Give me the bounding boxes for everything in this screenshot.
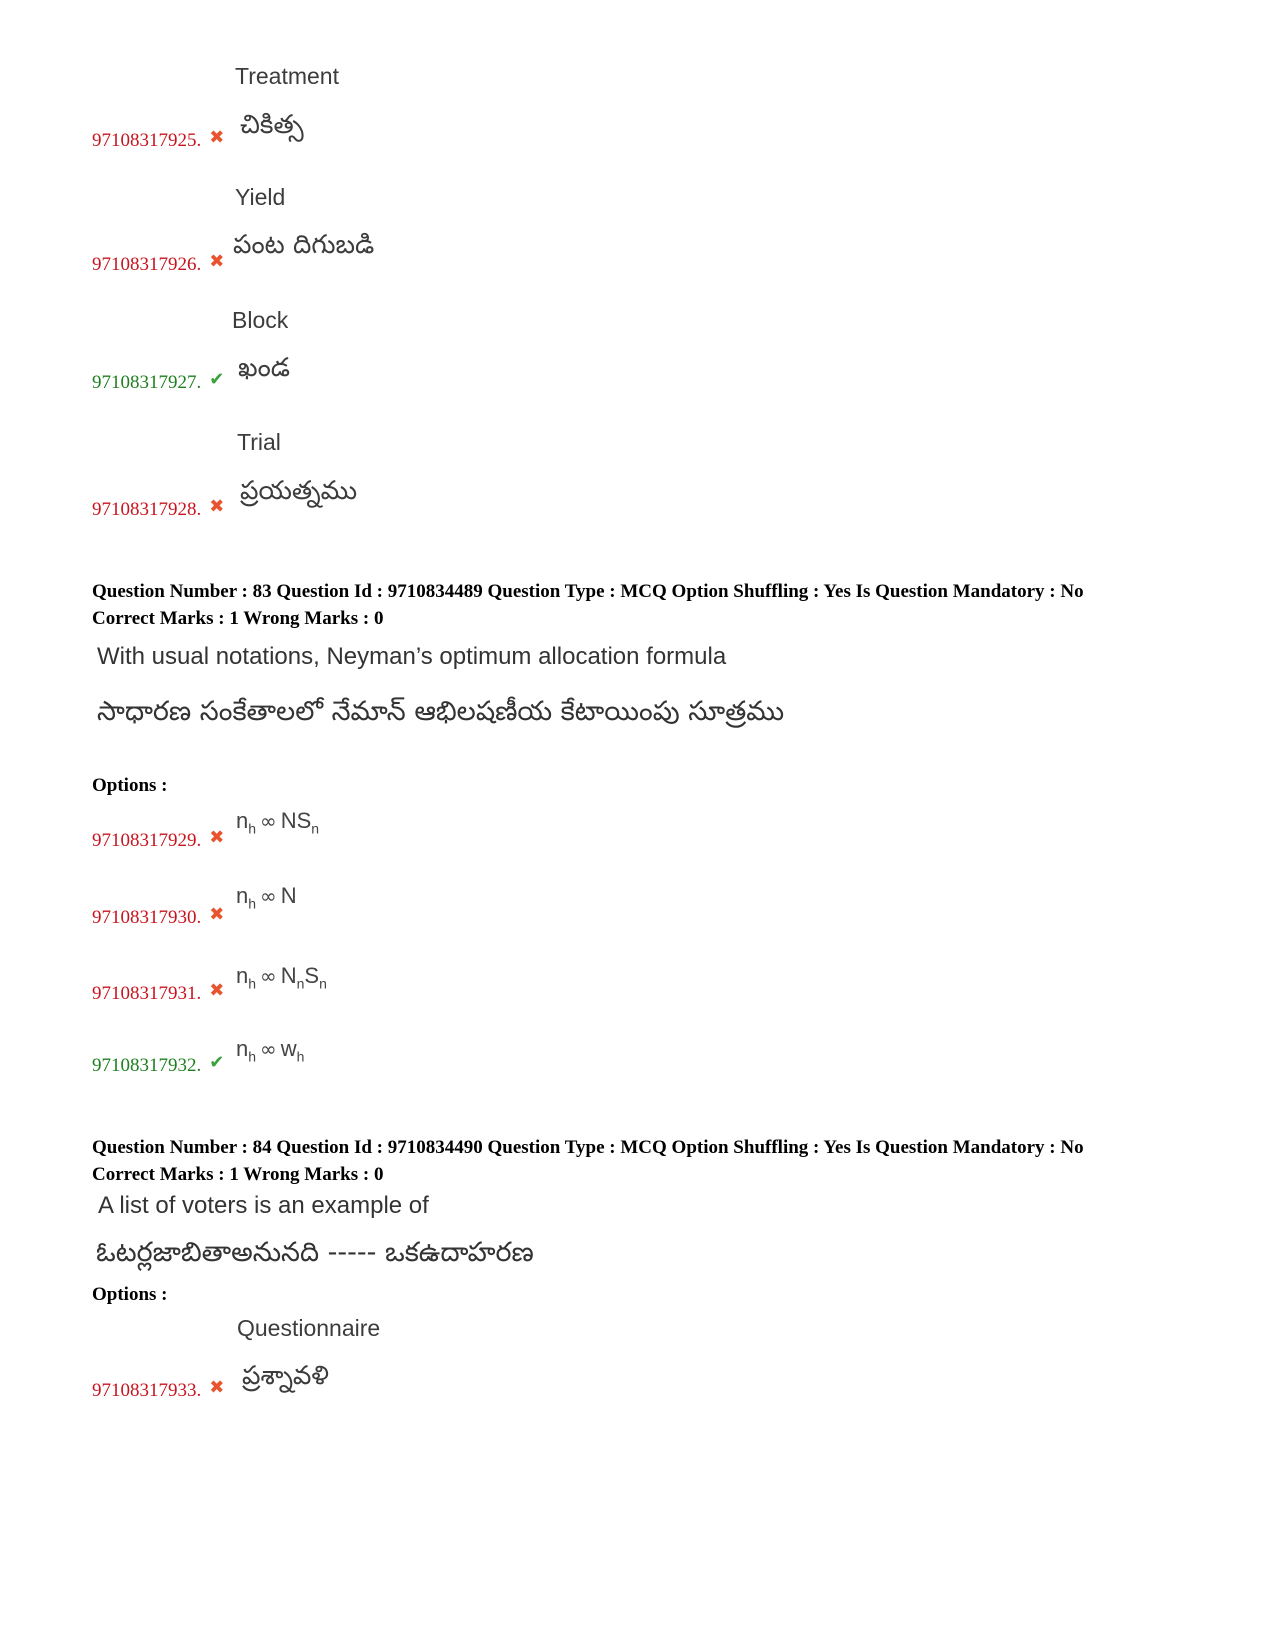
question-meta-line1: Question Number : 83 Question Id : 9710834489 Question Type : MCQ Option Shuffling : Yes Is Question Mandatory : No <box>92 581 1084 602</box>
formula-sub: h <box>248 1048 257 1065</box>
option-formula <box>236 883 297 911</box>
option-id <box>92 827 225 852</box>
infinity-symbol: ∞ <box>260 1037 277 1061</box>
formula-base: n <box>236 963 249 988</box>
option-text-te: ప్రయత్నము <box>240 476 358 506</box>
option-id <box>92 1377 225 1402</box>
option-formula <box>236 963 327 991</box>
check-icon: ✔ <box>209 369 225 390</box>
option-id-text: 97108317931. <box>92 983 202 1004</box>
option-text-en: Block <box>232 307 289 333</box>
option-id <box>92 251 225 276</box>
formula-rhs2-sub: n <box>319 975 327 992</box>
option-id <box>92 980 225 1005</box>
cross-icon: ✖ <box>209 1377 225 1398</box>
option-id-text: 97108317928. <box>92 499 202 520</box>
question-meta-line2: Correct Marks : 1 Wrong Marks : 0 <box>92 1164 384 1185</box>
question-text-te: ఓటర్లజాబితాఅనునది ----- ఒకఉదాహరణ <box>96 1237 534 1268</box>
formula-base: n <box>236 883 249 908</box>
formula-base: n <box>236 1036 249 1061</box>
option-text-en: Treatment <box>235 63 339 89</box>
option-id <box>92 904 225 929</box>
formula-rhs: w <box>280 1036 297 1061</box>
option-text-te: పంట దిగుబడి <box>233 230 375 260</box>
question-meta-line1: Question Number : 84 Question Id : 9710834490 Question Type : MCQ Option Shuffling : Yes Is Question Mandatory : No <box>92 1137 1084 1158</box>
option-id-text: 97108317925. <box>92 130 202 151</box>
formula-rhs: N <box>280 963 297 988</box>
formula-rhs-sub: h <box>296 1048 305 1065</box>
infinity-symbol: ∞ <box>260 964 277 988</box>
cross-icon: ✖ <box>209 251 225 272</box>
cross-icon: ✖ <box>209 827 225 848</box>
option-id-text: 97108317927. <box>92 372 202 393</box>
option-id <box>92 496 225 521</box>
option-id-text: 97108317933. <box>92 1380 202 1401</box>
option-formula <box>236 1036 304 1064</box>
option-id <box>92 369 225 394</box>
check-icon: ✔ <box>209 1052 225 1073</box>
formula-sub: h <box>248 975 257 992</box>
option-id-text: 97108317926. <box>92 254 202 275</box>
infinity-symbol: ∞ <box>260 884 277 908</box>
option-id-text: 97108317929. <box>92 830 202 851</box>
option-id <box>92 1052 225 1077</box>
formula-base: n <box>236 808 249 833</box>
question-text-te: సాధారణ సంకేతాలలో నేమాన్ ఆభిలషణీయ కేటాయింపు సూత్రము <box>97 696 785 727</box>
option-text-en: Questionnaire <box>237 1315 381 1341</box>
options-label: Options : <box>92 1284 168 1305</box>
question-text-en: A list of voters is an example of <box>98 1192 429 1219</box>
option-text-te: ప్రశ్నావళి <box>242 1361 329 1391</box>
cross-icon: ✖ <box>209 496 225 517</box>
formula-rhs-sub: n <box>311 820 320 837</box>
formula-rhs: NS <box>280 808 312 833</box>
option-id <box>92 127 225 152</box>
question-header <box>92 1134 1084 1188</box>
formula-sub: h <box>248 820 257 837</box>
option-text-en: Trial <box>237 429 281 455</box>
formula-rhs: N <box>280 883 297 908</box>
cross-icon: ✖ <box>209 127 225 148</box>
option-formula <box>236 808 319 836</box>
infinity-symbol: ∞ <box>260 809 277 833</box>
options-label: Options : <box>92 775 168 796</box>
formula-rhs-sub: n <box>296 975 305 992</box>
question-meta-line2: Correct Marks : 1 Wrong Marks : 0 <box>92 608 384 629</box>
option-text-en: Yield <box>235 184 286 210</box>
cross-icon: ✖ <box>209 904 225 925</box>
option-text-te: చికిత్స <box>240 110 304 140</box>
formula-sub: h <box>248 895 257 912</box>
option-id-text: 97108317930. <box>92 907 202 928</box>
cross-icon: ✖ <box>209 980 225 1001</box>
option-id-text: 97108317932. <box>92 1055 202 1076</box>
option-text-te: ఖండ <box>238 353 291 383</box>
question-text-en: With usual notations, Neyman’s optimum allocation formula <box>97 643 727 670</box>
formula-rhs2: S <box>304 963 320 988</box>
question-header <box>92 578 1084 632</box>
